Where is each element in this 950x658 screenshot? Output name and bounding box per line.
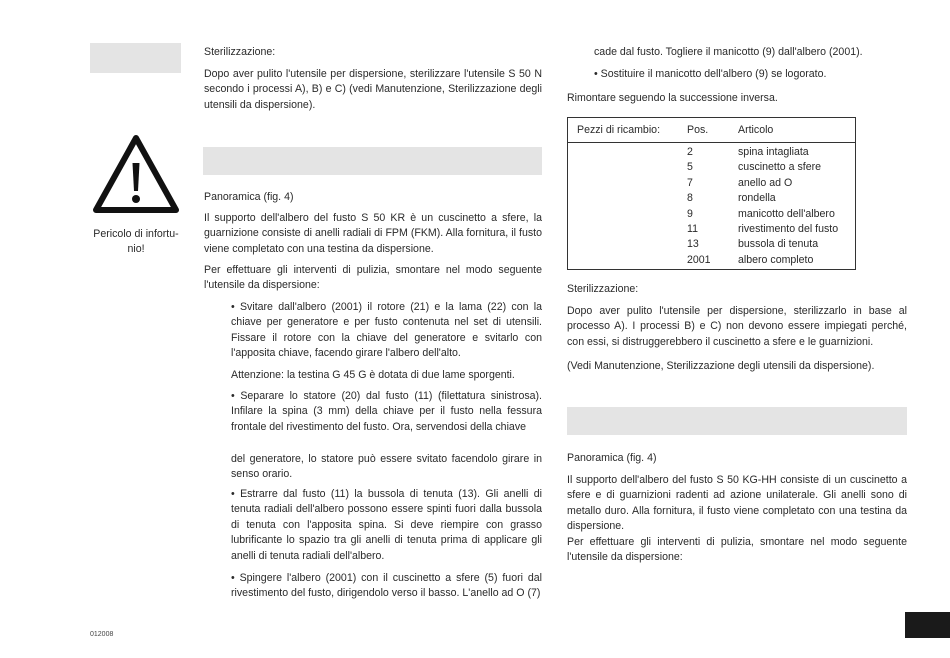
table-row xyxy=(577,192,855,207)
table-row xyxy=(577,254,855,269)
spare-parts-table xyxy=(567,117,856,270)
header-article: Articolo xyxy=(738,124,774,136)
article-cell: rivestimento del fusto xyxy=(738,222,839,235)
continued-line: cade dal fusto. Togliere il manicotto (9) dall'albero (2001). xyxy=(594,46,863,58)
table-row xyxy=(577,238,855,253)
sterilization-reference: (Vedi Manutenzione, Sterilizzazione degli utensili da dispersione). xyxy=(567,360,875,372)
section-heading-bar-right xyxy=(567,407,907,435)
pos-cell: 2001 xyxy=(687,253,711,266)
replace-step: • Sostituire il manicotto dell'albero (9) se logorato. xyxy=(594,68,827,80)
article-cell: albero completo xyxy=(738,253,814,266)
article-cell: anello ad O xyxy=(738,176,793,189)
header-spare-parts: Pezzi di ricambio: xyxy=(577,124,661,136)
sterilization-paragraph: Dopo aver pulito l'utensile per dispersione, sterilizzare l'utensile S 50 N secondo i processi A), B) e C) (vedi Manutenzione, Sterilizzazione degli utensili da dispersione). xyxy=(204,68,542,111)
article-cell: cuscinetto a sfere xyxy=(738,161,822,174)
step-2-continued: del generatore, lo statore può essere svitato facendolo girare in senso orario. xyxy=(231,453,542,481)
pos-cell: 9 xyxy=(687,207,693,220)
sterilization-label: Sterilizzazione: xyxy=(204,46,276,58)
step-4: • Spingere l'albero (2001) con il cuscinetto a sfere (5) fuori dal rivestimento del fusto, dirigendolo verso il basso. L'anello ad O (7) xyxy=(231,572,542,600)
step-3: • Estrarre dal fusto (11) la bussola di tenuta (13). Gli anelli di tenuta radiali dell'albero possono essere spinti fuori dalla bussola di tenuta con l'apposita spina. Si deve riempire con grasso lubrificante lo spazio tra gli anelli di tenuta prima di applicare gli anelli di tenuta radiali dell'albero. xyxy=(231,488,542,562)
reassemble-note: Rimontare seguendo la successione inversa. xyxy=(567,92,778,104)
caution-note: Attenzione: la testina G 45 G è dotata di due lame sporgenti. xyxy=(231,369,515,381)
pos-cell: 13 xyxy=(687,238,699,251)
sterilization-label-right: Sterilizzazione: xyxy=(567,283,639,295)
table-row xyxy=(577,177,855,192)
pos-cell: 5 xyxy=(687,161,693,174)
table-row xyxy=(577,208,855,223)
sterilization-paragraph-right: Dopo aver pulito l'utensile per dispersione, sterilizzarlo in base al processo A). I processi B) e C) non devono essere impiegati perché, con essi, si distruggerebbero il cuscinetto a sfere e le guarnizioni. xyxy=(567,305,907,348)
table-row xyxy=(577,146,855,161)
overview-paragraph-right: Il supporto dell'albero del fusto S 50 KG-HH consiste di un cuscinetto a sfere e di guarnizioni radenti ad azione unilaterale. Gli anelli sono di metallo duro. Alla fornitura, il fusto viene completato con una testina da dispersione. xyxy=(567,474,907,533)
table-row xyxy=(577,161,855,176)
pos-cell: 11 xyxy=(687,222,698,235)
step-1: • Svitare dall'albero (2001) il rotore (21) e la lama (22) con la chiave per generatore e per fusto contenuta nel set di utensili. Fissare il rotore con la chiave del generatore e svitarlo con l'apposita chiave, facendo girare l'albero dell'alto. xyxy=(231,301,542,360)
pos-cell: 8 xyxy=(687,192,693,205)
pos-cell: 7 xyxy=(687,176,693,189)
article-cell: spina intagliata xyxy=(738,146,809,158)
step-2: • Separare lo statore (20) dal fusto (11) (filettatura sinistrosa). Infilare la spina (3 mm) della chiave per il fusto nella fessura frontale del rivestimento del fusto. Ora, servendosi della chiave xyxy=(231,390,542,433)
page-tab-marker xyxy=(905,612,950,638)
article-cell: manicotto dell'albero xyxy=(738,207,835,220)
section-marker-box xyxy=(90,43,181,73)
pos-cell: 2 xyxy=(687,146,693,158)
article-cell: bussola di tenuta xyxy=(738,238,819,251)
warning-icon xyxy=(92,133,180,215)
warning-caption: Pericolo di infortu- xyxy=(93,228,179,240)
overview-label: Panoramica (fig. 4) xyxy=(204,191,294,203)
table-body xyxy=(568,143,855,269)
warning-caption-cont: nio! xyxy=(127,243,145,256)
overview-label-right: Panoramica (fig. 4) xyxy=(567,452,657,464)
overview-paragraph: Il supporto dell'albero del fusto S 50 KR è un cuscinetto a sfere, la guarnizione consiste di anelli radiali di FPM (FKM). Alla fornitura, il fusto viene completato con una testina da dispersione. xyxy=(204,212,542,255)
disassembly-intro: Per effettuare gli interventi di pulizia, smontare nel modo seguente l'utensile da dispersione: xyxy=(204,264,542,292)
article-cell: rondella xyxy=(738,192,776,205)
disassembly-intro-right: Per effettuare gli interventi di pulizia, smontare nel modo seguente l'utensile da dispersione: xyxy=(567,536,907,564)
table-row xyxy=(577,223,855,238)
header-pos: Pos. xyxy=(687,124,709,136)
table-header xyxy=(568,118,855,143)
footer-code: 012008 xyxy=(90,631,114,638)
section-heading-bar xyxy=(203,147,542,175)
